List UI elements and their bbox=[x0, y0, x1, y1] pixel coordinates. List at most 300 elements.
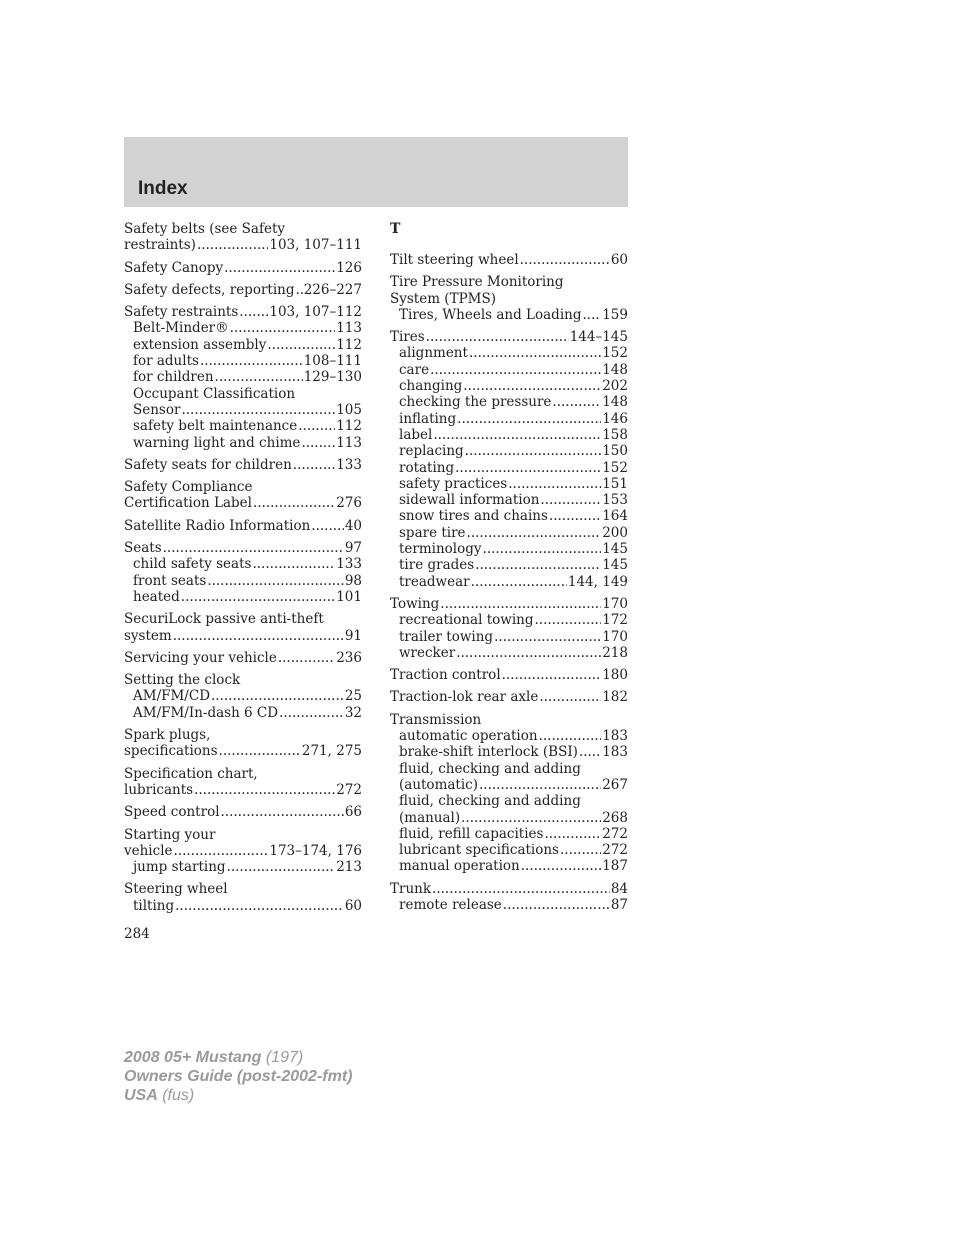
index-term-line bbox=[390, 881, 628, 897]
index-subentry bbox=[390, 858, 628, 874]
entry-text: treadwear bbox=[399, 573, 470, 590]
leader-dots bbox=[221, 804, 344, 820]
index-subentry bbox=[390, 826, 628, 842]
page-reference: 276 bbox=[336, 495, 362, 512]
index-term-line bbox=[390, 667, 628, 683]
index-subentry bbox=[124, 386, 362, 402]
entry-text: Satellite Radio Information bbox=[124, 517, 311, 534]
page-reference: 60 bbox=[610, 252, 628, 268]
page-reference: 98 bbox=[344, 572, 362, 589]
index-column-left bbox=[124, 221, 362, 920]
leader-dots bbox=[582, 307, 601, 323]
entry-text: rotating bbox=[399, 459, 455, 476]
leader-dots bbox=[579, 744, 601, 760]
page-reference: 182 bbox=[602, 689, 628, 706]
index-subentry bbox=[124, 402, 362, 418]
entry-text: care bbox=[399, 361, 430, 378]
index-entry bbox=[390, 596, 628, 661]
page-reference: 173–174, 176 bbox=[269, 842, 362, 859]
leader-dots bbox=[298, 418, 335, 434]
entry-text: lubricant specifications bbox=[399, 842, 559, 859]
entry-text: Traction control bbox=[390, 667, 501, 684]
leader-dots bbox=[173, 628, 344, 644]
index-entry bbox=[124, 672, 362, 721]
footer bbox=[124, 1048, 352, 1105]
leader-dots bbox=[534, 612, 601, 628]
page-reference: 172 bbox=[602, 612, 628, 629]
index-subentry bbox=[390, 842, 628, 858]
entry-text: lubricants bbox=[124, 781, 194, 798]
index-entry bbox=[124, 479, 362, 512]
index-subentry bbox=[124, 705, 362, 721]
page-title: Index bbox=[138, 178, 188, 199]
entry-text: (automatic) bbox=[399, 776, 478, 793]
leader-dots bbox=[552, 394, 601, 410]
index-term-line bbox=[124, 495, 362, 511]
entry-text: Steering wheel bbox=[124, 881, 228, 898]
entry-text: fluid, refill capacities bbox=[399, 825, 544, 842]
index-subentry bbox=[390, 645, 628, 661]
page-reference: 148 bbox=[602, 394, 628, 411]
leader-dots bbox=[433, 427, 601, 443]
page-reference: 66 bbox=[344, 804, 362, 821]
page-reference: 40 bbox=[344, 517, 362, 534]
page-reference: 152 bbox=[602, 459, 628, 476]
entry-text: Certification Label bbox=[124, 495, 252, 512]
leader-dots bbox=[267, 337, 335, 353]
entry-text: front seats bbox=[133, 572, 207, 589]
footer-guide: Owners Guide (post-2002-fmt) bbox=[124, 1068, 353, 1085]
page-reference: 180 bbox=[602, 667, 628, 684]
index-subentry bbox=[124, 337, 362, 353]
index-subentry bbox=[390, 777, 628, 793]
leader-dots bbox=[295, 282, 302, 298]
page-reference: 152 bbox=[602, 345, 628, 362]
page-reference: 150 bbox=[602, 443, 628, 460]
leader-dots bbox=[253, 495, 335, 511]
entry-text: Tires, Wheels and Loading bbox=[399, 306, 582, 323]
entry-text: spare tire bbox=[399, 524, 466, 541]
leader-dots bbox=[463, 378, 601, 394]
index-subentry bbox=[124, 573, 362, 589]
page-reference: 126 bbox=[336, 259, 362, 276]
page-reference: 271, 275 bbox=[301, 743, 362, 760]
leader-dots bbox=[465, 443, 602, 459]
entry-text: jump starting bbox=[133, 859, 226, 876]
leader-dots bbox=[520, 252, 610, 268]
leader-dots bbox=[230, 320, 336, 336]
leader-dots bbox=[239, 304, 268, 320]
index-term-line bbox=[124, 672, 362, 688]
index-entry bbox=[124, 221, 362, 254]
index-subentry bbox=[124, 418, 362, 434]
page-reference: 103, 107–111 bbox=[269, 237, 362, 254]
page-reference: 129–130 bbox=[303, 369, 362, 386]
entry-text: Trunk bbox=[390, 880, 432, 897]
index-entry bbox=[390, 667, 628, 683]
entry-text: Servicing your vehicle bbox=[124, 649, 277, 666]
entry-text: Specification chart, bbox=[124, 765, 258, 782]
page-reference: 103, 107–112 bbox=[269, 304, 362, 321]
leader-dots bbox=[483, 541, 602, 557]
index-entry bbox=[124, 540, 362, 605]
leader-dots bbox=[311, 518, 344, 534]
leader-dots bbox=[279, 705, 344, 721]
page-reference: 101 bbox=[336, 588, 362, 605]
index-term-line bbox=[124, 782, 362, 798]
entry-text: Safety restraints bbox=[124, 304, 239, 321]
entry-text: brake-shift interlock (BSI) bbox=[399, 744, 578, 761]
index-term-line bbox=[124, 766, 362, 782]
leader-dots bbox=[200, 353, 303, 369]
page-reference: 113 bbox=[336, 434, 362, 451]
entry-text: Spark plugs, bbox=[124, 727, 211, 744]
entry-text: Setting the clock bbox=[124, 672, 241, 689]
entry-text: safety practices bbox=[399, 475, 508, 492]
entry-text: terminology bbox=[399, 541, 482, 558]
leader-dots bbox=[539, 689, 601, 705]
index-entry bbox=[124, 260, 362, 276]
leader-dots bbox=[207, 573, 344, 589]
leader-dots bbox=[293, 457, 335, 473]
index-subentry bbox=[390, 345, 628, 361]
entry-text: vehicle bbox=[124, 842, 173, 859]
entry-text: alignment bbox=[399, 345, 468, 362]
index-subentry bbox=[390, 443, 628, 459]
index-subentry bbox=[390, 612, 628, 628]
entry-text: automatic operation bbox=[399, 728, 538, 745]
index-entry bbox=[124, 518, 362, 534]
index-subentry bbox=[390, 362, 628, 378]
entry-text: Safety belts (see Safety bbox=[124, 221, 286, 237]
page-reference: 200 bbox=[602, 524, 628, 541]
page-reference: 91 bbox=[344, 627, 362, 644]
index-term-line bbox=[390, 252, 628, 268]
index-term-line bbox=[124, 304, 362, 320]
index-subentry bbox=[390, 394, 628, 410]
leader-dots bbox=[539, 728, 602, 744]
entry-text: Towing bbox=[390, 595, 440, 612]
page-reference: 32 bbox=[344, 704, 362, 721]
page-reference: 159 bbox=[602, 306, 628, 323]
index-entry bbox=[124, 827, 362, 876]
entry-text: recreational towing bbox=[399, 612, 534, 629]
page-reference: 113 bbox=[336, 320, 362, 337]
leader-dots bbox=[502, 667, 602, 683]
entry-text: remote release bbox=[399, 896, 502, 913]
leader-dots bbox=[175, 898, 344, 914]
page-reference: 145 bbox=[602, 557, 628, 574]
entry-text: inflating bbox=[399, 410, 457, 427]
index-subentry bbox=[390, 897, 628, 913]
page-reference: 97 bbox=[344, 540, 362, 557]
index-term-line bbox=[124, 827, 362, 843]
page-reference: 133 bbox=[336, 456, 362, 473]
index-column-right bbox=[390, 221, 628, 919]
index-subentry bbox=[124, 859, 362, 875]
index-term-line bbox=[124, 881, 362, 897]
entry-text: for children bbox=[133, 369, 214, 386]
index-term-line bbox=[390, 329, 628, 345]
index-entry bbox=[390, 274, 628, 323]
index-subentry bbox=[124, 898, 362, 914]
entry-text: safety belt maintenance bbox=[133, 418, 298, 435]
leader-dots bbox=[479, 777, 601, 793]
index-term-line bbox=[124, 628, 362, 644]
page-reference: 146 bbox=[602, 410, 628, 427]
leader-dots bbox=[469, 345, 601, 361]
entry-text: fluid, checking and adding bbox=[399, 793, 581, 810]
page-reference: 267 bbox=[602, 776, 628, 793]
leader-dots bbox=[252, 556, 335, 572]
page-reference: 60 bbox=[344, 897, 362, 914]
entry-text: Seats bbox=[124, 540, 162, 557]
leader-dots bbox=[301, 435, 335, 451]
entry-text: Safety seats for children bbox=[124, 456, 292, 473]
page-reference: 164 bbox=[602, 508, 628, 525]
index-subentry bbox=[390, 541, 628, 557]
page-reference: 170 bbox=[602, 628, 628, 645]
entry-text: Tires bbox=[390, 329, 425, 346]
index-entry bbox=[390, 252, 628, 268]
index-subentry bbox=[390, 508, 628, 524]
page-reference: 108–111 bbox=[303, 353, 362, 370]
entry-text: Safety Compliance bbox=[124, 479, 253, 496]
leader-dots bbox=[457, 411, 601, 427]
header-band bbox=[124, 137, 628, 207]
leader-dots bbox=[219, 743, 301, 759]
leader-dots bbox=[181, 589, 335, 605]
entry-text: checking the pressure bbox=[399, 394, 552, 411]
index-subentry bbox=[390, 574, 628, 590]
leader-dots bbox=[540, 492, 601, 508]
index-subentry bbox=[390, 525, 628, 541]
index-entry bbox=[124, 457, 362, 473]
entry-text: for adults bbox=[133, 353, 199, 370]
index-subentry bbox=[124, 435, 362, 451]
index-subentry bbox=[124, 353, 362, 369]
index-term-line bbox=[390, 291, 628, 307]
index-subentry bbox=[124, 556, 362, 572]
index-entry bbox=[124, 282, 362, 298]
page-reference: 148 bbox=[602, 361, 628, 378]
page-reference: 145 bbox=[602, 541, 628, 558]
leader-dots bbox=[426, 329, 569, 345]
leader-dots bbox=[278, 650, 335, 666]
index-entry bbox=[124, 611, 362, 644]
leader-dots bbox=[467, 525, 602, 541]
entry-text: sidewall information bbox=[399, 492, 540, 509]
index-term-line bbox=[124, 727, 362, 743]
index-entry bbox=[390, 712, 628, 875]
leader-dots bbox=[440, 596, 601, 612]
index-subentry bbox=[390, 427, 628, 443]
section-letter: T bbox=[390, 221, 401, 237]
entry-text: heated bbox=[133, 588, 180, 605]
footer-model-code: (197) bbox=[261, 1049, 304, 1066]
entry-text: Sensor bbox=[133, 401, 181, 418]
index-subentry bbox=[390, 307, 628, 323]
entry-text: Transmission bbox=[390, 711, 482, 728]
index-entry bbox=[124, 727, 362, 760]
page-reference: 213 bbox=[336, 859, 362, 876]
entry-text: Safety Canopy bbox=[124, 259, 224, 276]
entry-text: system bbox=[124, 627, 172, 644]
entry-text: SecuriLock passive anti-theft bbox=[124, 611, 324, 628]
leader-dots bbox=[194, 782, 335, 798]
page-reference: 268 bbox=[602, 809, 628, 826]
page-reference: 170 bbox=[602, 595, 628, 612]
leader-dots bbox=[503, 897, 610, 913]
entry-text: child safety seats bbox=[133, 556, 252, 573]
entry-text: label bbox=[399, 426, 433, 443]
index-term-line bbox=[124, 282, 362, 298]
index-entry bbox=[124, 804, 362, 820]
page-reference: 25 bbox=[344, 688, 362, 705]
leader-dots bbox=[455, 460, 601, 476]
index-subentry bbox=[390, 728, 628, 744]
page-reference: 87 bbox=[610, 896, 628, 913]
entry-text: Traction-lok rear axle bbox=[390, 689, 539, 706]
page-reference: 144, 149 bbox=[567, 573, 628, 590]
entry-text: trailer towing bbox=[399, 628, 494, 645]
footer-market: USA bbox=[124, 1087, 158, 1104]
index-term-line bbox=[390, 689, 628, 705]
index-subentry bbox=[390, 761, 628, 777]
index-entry bbox=[390, 689, 628, 705]
index-subentry bbox=[390, 492, 628, 508]
entry-text: manual operation bbox=[399, 858, 520, 875]
leader-dots bbox=[215, 369, 303, 385]
page-reference: 144–145 bbox=[569, 329, 628, 346]
page-reference: 202 bbox=[602, 378, 628, 395]
leader-dots bbox=[494, 629, 601, 645]
page-reference: 183 bbox=[602, 728, 628, 745]
entry-text: changing bbox=[399, 378, 463, 395]
index-term-line bbox=[124, 457, 362, 473]
page-reference: 218 bbox=[602, 644, 628, 661]
index-subentry bbox=[124, 320, 362, 336]
index-subentry bbox=[390, 557, 628, 573]
leader-dots bbox=[174, 843, 269, 859]
leader-dots bbox=[181, 402, 335, 418]
leader-dots bbox=[163, 540, 344, 556]
leader-dots bbox=[475, 557, 601, 573]
entry-text: wrecker bbox=[399, 644, 456, 661]
leader-dots bbox=[432, 881, 610, 897]
leader-dots bbox=[560, 842, 601, 858]
page-reference: 112 bbox=[336, 336, 362, 353]
page-reference: 187 bbox=[602, 858, 628, 875]
index-entry bbox=[124, 304, 362, 451]
index-term-line bbox=[124, 260, 362, 276]
entry-text: Occupant Classification bbox=[133, 385, 296, 402]
index-term-line bbox=[124, 843, 362, 859]
page-reference: 84 bbox=[610, 880, 628, 897]
leader-dots bbox=[456, 645, 601, 661]
index-subentry bbox=[124, 688, 362, 704]
index-term-line bbox=[390, 596, 628, 612]
page-reference: 272 bbox=[336, 781, 362, 798]
page-reference: 112 bbox=[336, 418, 362, 435]
page-reference: 158 bbox=[602, 426, 628, 443]
leader-dots bbox=[227, 859, 336, 875]
entry-text: Tilt steering wheel bbox=[390, 252, 519, 268]
index-term-line bbox=[124, 743, 362, 759]
entry-text: specifications bbox=[124, 743, 218, 760]
index-entry bbox=[124, 881, 362, 914]
index-subentry bbox=[390, 476, 628, 492]
index-term-line bbox=[390, 712, 628, 728]
entry-text: replacing bbox=[399, 443, 464, 460]
entry-text: warning light and chime bbox=[133, 434, 301, 451]
index-term-line bbox=[124, 237, 362, 253]
entry-text: Speed control bbox=[124, 804, 220, 821]
entry-text: tilting bbox=[133, 897, 175, 914]
leader-dots bbox=[197, 237, 268, 253]
index-term-line bbox=[124, 804, 362, 820]
leader-dots bbox=[430, 362, 601, 378]
index-term-line bbox=[124, 479, 362, 495]
index-term-line bbox=[124, 221, 362, 237]
index-term-line bbox=[390, 274, 628, 290]
entry-text: snow tires and chains bbox=[399, 508, 548, 525]
entry-text: AM/FM/In-dash 6 CD bbox=[133, 704, 279, 721]
page-reference: 133 bbox=[336, 556, 362, 573]
page-number: 284 bbox=[124, 926, 150, 942]
entry-text: System (TPMS) bbox=[390, 290, 497, 307]
page-reference: 226–227 bbox=[303, 281, 362, 298]
entry-text: Tire Pressure Monitoring bbox=[390, 274, 564, 291]
index-subentry bbox=[390, 793, 628, 809]
index-entry bbox=[124, 650, 362, 666]
index-term-line bbox=[124, 540, 362, 556]
entry-text: Starting your bbox=[124, 826, 216, 843]
entry-text: Safety defects, reporting bbox=[124, 281, 295, 298]
index-subentry bbox=[390, 744, 628, 760]
index-term-line bbox=[124, 650, 362, 666]
page-reference: 105 bbox=[336, 401, 362, 418]
page-reference: 153 bbox=[602, 492, 628, 509]
page-reference: 272 bbox=[602, 842, 628, 859]
index-subentry bbox=[390, 629, 628, 645]
index-entry bbox=[390, 329, 628, 590]
index-entry bbox=[390, 881, 628, 914]
leader-dots bbox=[521, 858, 601, 874]
footer-market-code: (fus) bbox=[157, 1087, 195, 1104]
entry-text: Belt-Minder® bbox=[133, 320, 229, 337]
leader-dots bbox=[471, 574, 567, 590]
entry-text: restraints) bbox=[124, 237, 196, 254]
leader-dots bbox=[211, 688, 344, 704]
index-term-line bbox=[124, 611, 362, 627]
index-term-line bbox=[124, 518, 362, 534]
index-entries-right bbox=[390, 252, 628, 913]
index-subentry bbox=[390, 378, 628, 394]
index-subentry bbox=[124, 369, 362, 385]
entry-text: extension assembly bbox=[133, 336, 267, 353]
page-reference: 151 bbox=[602, 475, 628, 492]
entry-text: (manual) bbox=[399, 809, 461, 826]
leader-dots bbox=[549, 508, 601, 524]
leader-dots bbox=[224, 260, 335, 276]
leader-dots bbox=[544, 826, 601, 842]
index-subentry bbox=[390, 411, 628, 427]
page-reference: 183 bbox=[602, 744, 628, 761]
leader-dots bbox=[461, 810, 601, 826]
index-subentry bbox=[390, 810, 628, 826]
entry-text: tire grades bbox=[399, 557, 475, 574]
